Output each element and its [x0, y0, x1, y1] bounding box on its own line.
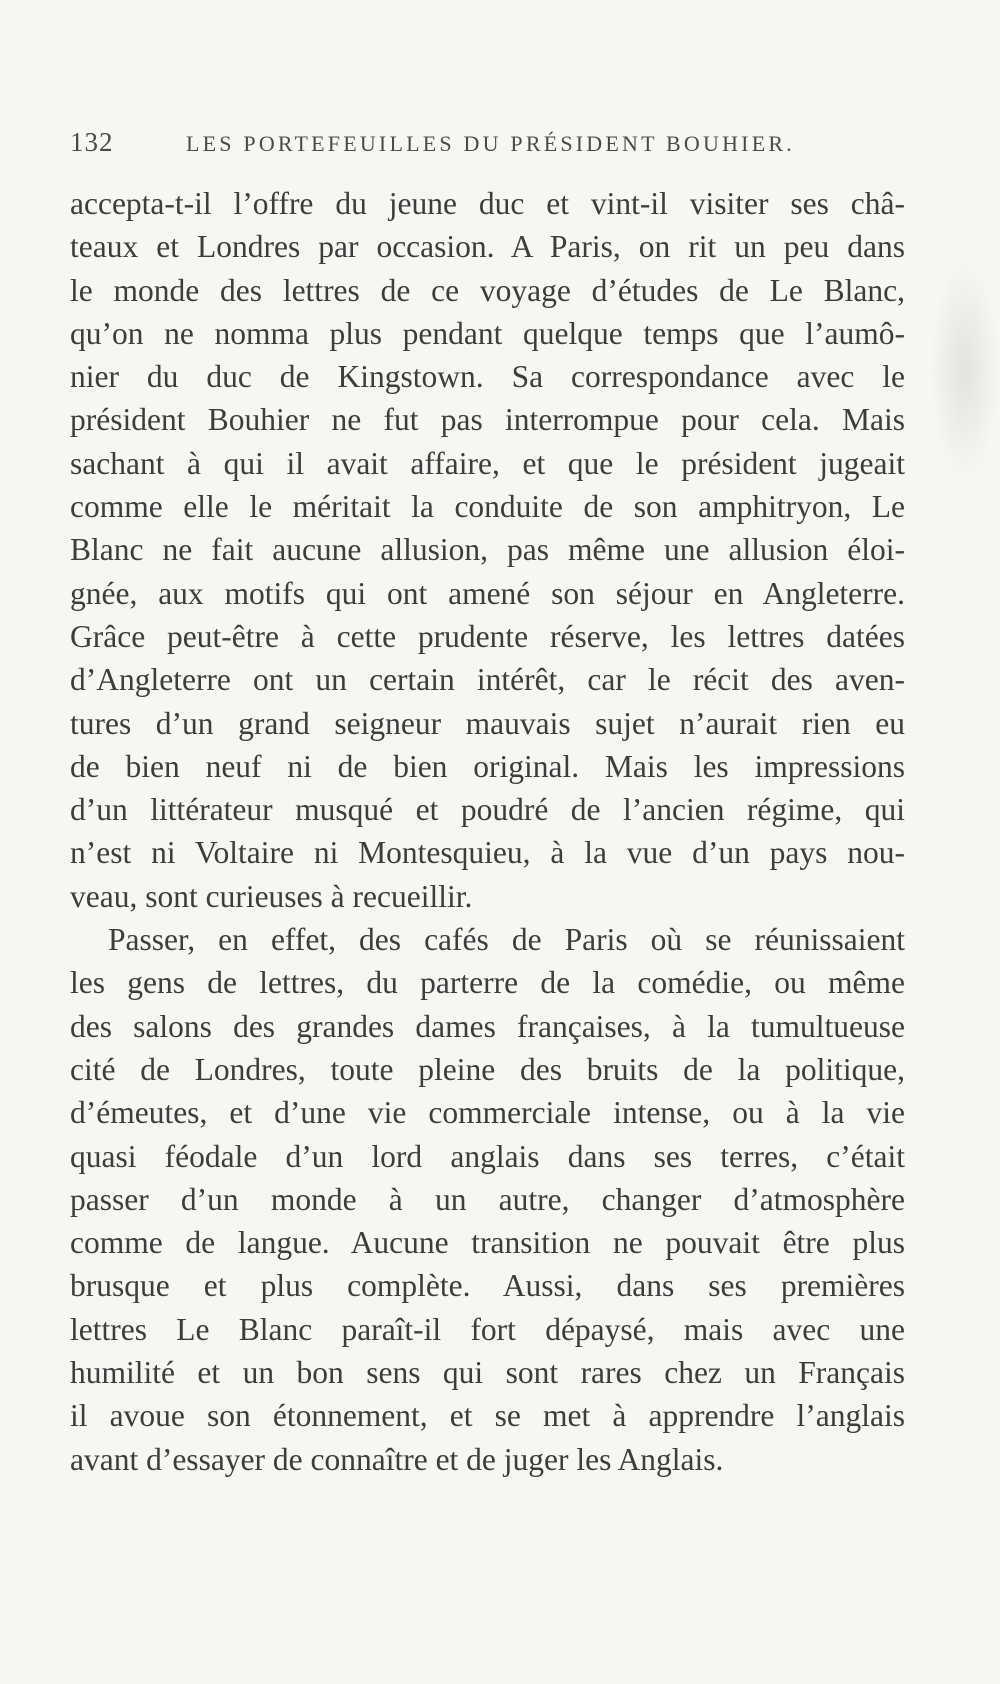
text-line: qu’on ne nomma plus pendant quelque temps que l’aumô-	[70, 315, 905, 351]
text-line: cité de Londres, toute pleine des bruits de la politique,	[70, 1051, 905, 1087]
page-header	[70, 127, 905, 163]
text-line: gnée, aux motifs qui ont amené son séjour en Angleterre.	[70, 575, 905, 611]
text-line: accepta-t-il l’offre du jeune duc et vint-il visiter ses châ-	[70, 186, 905, 221]
text-line: président Bouhier ne fut pas interrompue pour cela. Mais	[70, 402, 905, 438]
running-title: LES PORTEFEUILLES DU PRÉSIDENT BOUHIER.	[186, 131, 795, 156]
text-line: brusque et plus complète. Aussi, dans ses premières	[70, 1268, 905, 1304]
text-line: d’Angleterre ont un certain intérêt, car le récit des aven-	[70, 662, 905, 698]
text-line: comme de langue. Aucune transition ne pouvait être plus	[70, 1225, 905, 1261]
text-line: les gens de lettres, du parterre de la comédie, ou même	[70, 965, 905, 1001]
text-line: humilité et un bon sens qui sont rares chez un Français	[70, 1355, 905, 1391]
paper-stain	[930, 260, 1000, 480]
text-line: d’un littérateur musqué et poudré de l’ancien régime, qui	[70, 792, 905, 828]
paragraph-start-line: Passer, en effet, des cafés de Paris où se réunissaient	[108, 922, 905, 958]
text-line: teaux et Londres par occasion. A Paris, on rit un peu dans	[70, 229, 905, 265]
text-line: d’émeutes, et d’une vie commerciale intense, ou à la vie	[70, 1095, 905, 1131]
text-line: passer d’un monde à un autre, changer d’atmosphère	[70, 1181, 905, 1217]
paragraph-end-line: veau, sont curieuses à recueillir.	[70, 878, 473, 914]
text-line: nier du duc de Kingstown. Sa correspondance avec le	[70, 359, 905, 395]
text-line: comme elle le méritait la conduite de son amphitryon, Le	[70, 489, 905, 525]
page-number: 132	[70, 127, 114, 157]
text-line: tures d’un grand seigneur mauvais sujet n’aurait rien eu	[70, 705, 905, 741]
text-line: quasi féodale d’un lord anglais dans ses terres, c’était	[70, 1138, 905, 1174]
text-line: lettres Le Blanc paraît-il fort dépaysé, mais avec une	[70, 1311, 905, 1347]
text-line: le monde des lettres de ce voyage d’études de Le Blanc,	[70, 272, 905, 308]
text-line: Blanc ne fait aucune allusion, pas même une allusion éloi-	[70, 532, 905, 568]
text-line: des salons des grandes dames françaises, à la tumultueuse	[70, 1008, 905, 1044]
text-line: sachant à qui il avait affaire, et que le président jugeait	[70, 445, 905, 481]
text-line: n’est ni Voltaire ni Montesquieu, à la vue d’un pays nou-	[70, 835, 905, 871]
text-line: Grâce peut-être à cette prudente réserve, les lettres datées	[70, 618, 905, 654]
text-line: de bien neuf ni de bien original. Mais les impressions	[70, 748, 905, 784]
paragraph-end-line: avant d’essayer de connaître et de juger les Anglais.	[70, 1441, 724, 1477]
body-text	[70, 182, 905, 1481]
text-line: il avoue son étonnement, et se met à apprendre l’anglais	[70, 1398, 905, 1434]
